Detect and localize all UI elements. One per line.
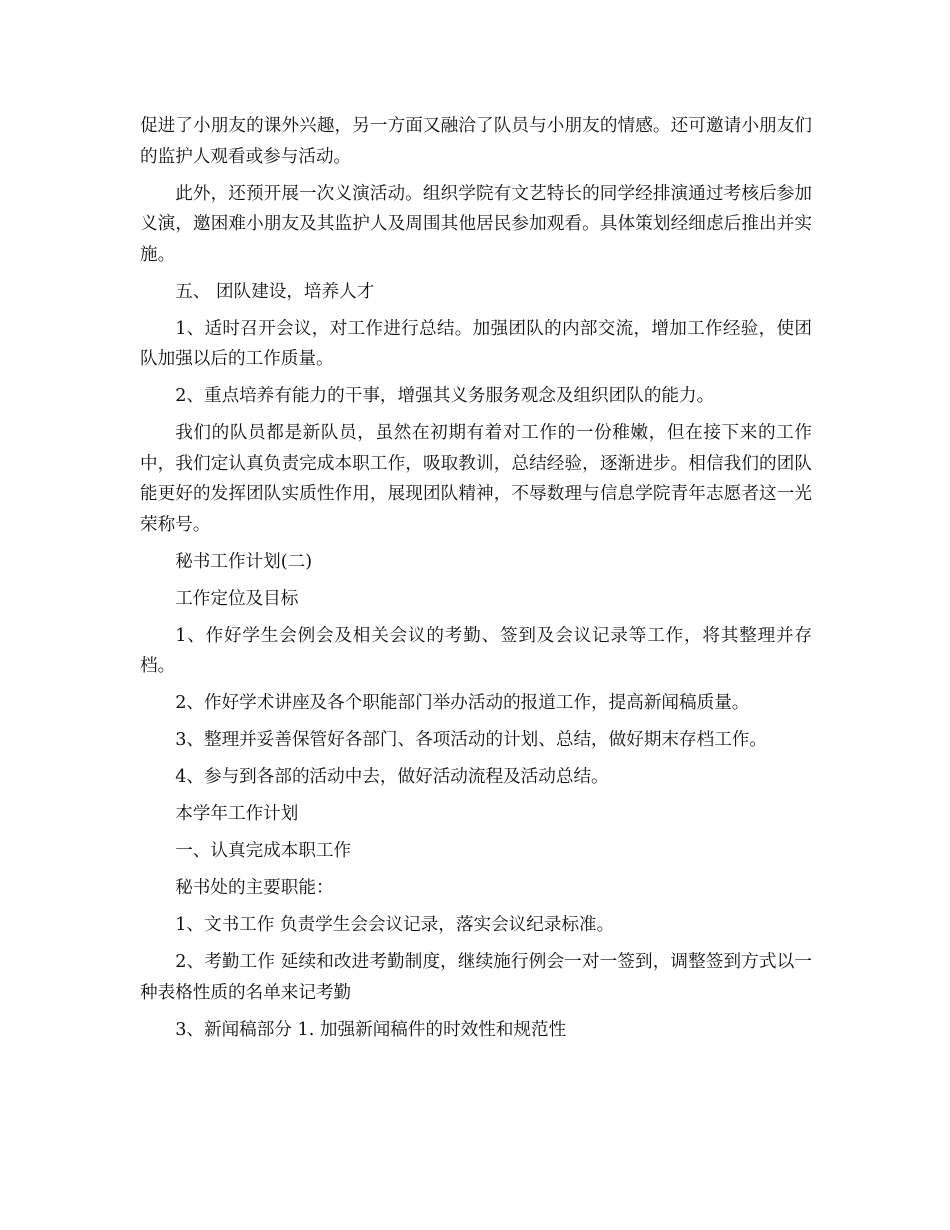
document-body bbox=[140, 111, 812, 1052]
heading-year-plan: 本学年工作计划 bbox=[175, 804, 299, 824]
paragraph-goal-4: 4、参与到各部的活动中去，做好活动流程及活动总结。 bbox=[175, 767, 609, 787]
heading-secretary-plan: 秘书工作计划(二) bbox=[175, 551, 313, 572]
paragraph-item-training: 2、重点培养有能力的干事，增强其义务服务观念及组织团队的能力。 bbox=[175, 386, 715, 406]
paragraph-function-3: 3、新闻稿部分 1. 加强新闻稿件的时效性和规范性 bbox=[175, 1019, 567, 1040]
paragraph-function-1: 1、文书工作 负责学生会会议记录，落实会议纪录标准。 bbox=[175, 915, 615, 935]
paragraph-continuation: 促进了小朋友的课外兴趣，另一方面又融洽了队员与小朋友的情感。还可邀请小朋友们的监护人观看或参与活动。 bbox=[140, 116, 812, 167]
paragraph-function-2: 2、考勤工作 延续和改进考勤制度，继续施行例会一对一签到，调整签到方式以一种表格性质的名单来记考勤 bbox=[140, 952, 812, 1003]
section-heading-team-building: 五、 团队建设，培养人才 bbox=[175, 281, 375, 302]
paragraph-item-meetings: 1、适时召开会议，对工作进行总结。加强团队的内部交流，增加工作经验，使团队加强以后的工作质量。 bbox=[140, 318, 812, 369]
paragraph-goal-2: 2、作好学术讲座及各个职能部门举办活动的报道工作，提高新闻稿质量。 bbox=[175, 693, 750, 713]
heading-positioning-goals: 工作定位及目标 bbox=[175, 588, 299, 609]
paragraph-performance-event: 此外，还预开展一次义演活动。组织学院有文艺特长的同学经排演通过考核后参加义演，邀困难小朋友及其监护人及周围其他居民参加观看。具体策划经细虑后推出并实施。 bbox=[140, 183, 812, 265]
paragraph-goal-1: 1、作好学生会例会及相关会议的考勤、签到及会议记录等工作，将其整理并存档。 bbox=[140, 625, 812, 676]
paragraph-goal-3: 3、整理并妥善保管好各部门、各项活动的计划、总结，做好期末存档工作。 bbox=[175, 730, 767, 750]
heading-duty-1: 一、认真完成本职工作 bbox=[175, 841, 352, 861]
paragraph-main-functions: 秘书处的主要职能： bbox=[175, 878, 334, 898]
paragraph-conclusion: 我们的队员都是新队员，虽然在初期有着对工作的一份稚嫩，但在接下来的工作中，我们定认真负责完成本职工作，吸取教训，总结经验，逐渐进步。相信我们的团队能更好的发挥团队实质性作用，展现团队精神，不辱数理与信息学院青年志愿者这一光荣称号。 bbox=[140, 423, 812, 535]
